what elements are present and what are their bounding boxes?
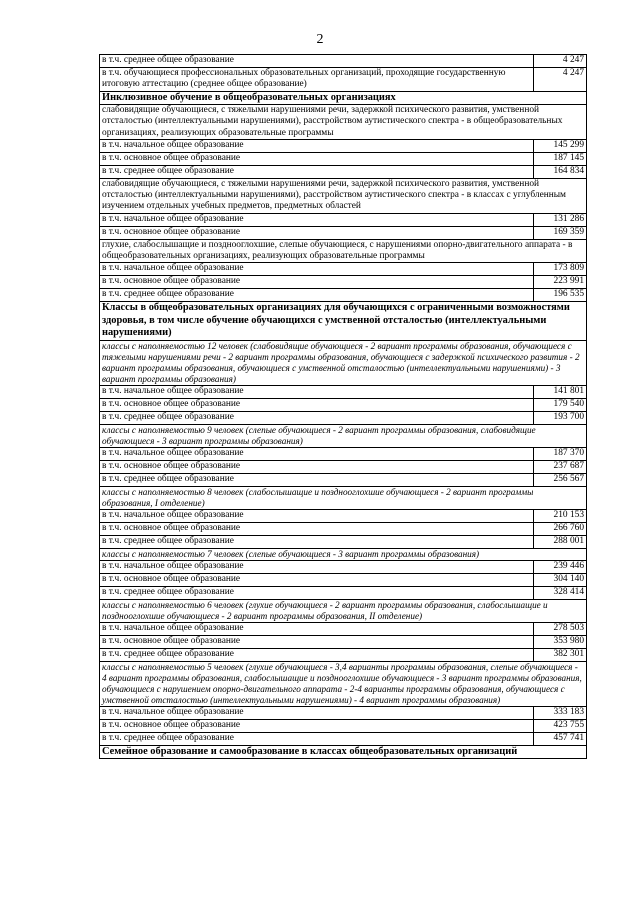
section-heading <box>100 745 587 758</box>
row-value: 288 001 <box>534 535 587 548</box>
group-title: классы с наполняемостью 6 человек (глухие обучающиеся - 2 вариант программы образования, слабослышащие и позднооглохшие обучающиеся - 2 вариант программы образования, II отделение) <box>100 599 587 622</box>
row-value: 141 801 <box>534 385 587 398</box>
row-label: в т.ч. основное общее образование <box>100 573 534 586</box>
row-value: 173 809 <box>534 263 587 276</box>
table-row <box>100 509 587 522</box>
section-title: Инклюзивное обучение в общеобразовательных организациях <box>100 91 587 104</box>
section-title: Семейное образование и самообразование в классах общеобразовательных организаций <box>100 745 587 758</box>
row-value: 196 535 <box>534 289 587 302</box>
row-value: 187 145 <box>534 152 587 165</box>
table-row <box>100 732 587 745</box>
row-value: 4 247 <box>534 68 587 92</box>
row-value: 237 687 <box>534 460 587 473</box>
class-group-heading <box>100 548 587 560</box>
row-value: 333 183 <box>534 706 587 719</box>
row-value: 423 755 <box>534 719 587 732</box>
table-row <box>100 68 587 92</box>
group-title: слабовидящие обучающиеся, с тяжелыми нарушениями речи, задержкой психического развития, умственной отсталостью (интеллектуальными нарушениями), расстройством аутистического спектра - в классах с углубленным изучением отдельных учебных предметов, предметных областей <box>100 178 587 213</box>
table-row <box>100 522 587 535</box>
row-value: 223 991 <box>534 276 587 289</box>
row-label: в т.ч. среднее общее образование <box>100 165 534 178</box>
row-value: 187 370 <box>534 447 587 460</box>
group-title: слабовидящие обучающиеся, с тяжелыми нарушениями речи, задержкой психического развития, умственной отсталостью (интеллектуальными нарушениями), расстройством аутистического спектра - в общеобразовательных организациях, реализующих образовательные программы <box>100 105 587 140</box>
class-group-heading <box>100 599 587 622</box>
table-row <box>100 398 587 411</box>
section-heading <box>100 91 587 104</box>
row-value: 210 153 <box>534 509 587 522</box>
row-value: 266 760 <box>534 522 587 535</box>
table-row <box>100 152 587 165</box>
section-heading <box>100 302 587 340</box>
row-label: в т.ч. основное общее образование <box>100 152 534 165</box>
class-group-heading <box>100 424 587 447</box>
row-value: 193 700 <box>534 411 587 424</box>
group-title: классы с наполняемостью 8 человек (слабослышащие и позднооглохшие обучающиеся - 2 вариант программы образования, I отделение) <box>100 486 587 509</box>
table-row <box>100 535 587 548</box>
table-row <box>100 573 587 586</box>
table-row <box>100 289 587 302</box>
group-heading <box>100 105 587 140</box>
row-value: 382 301 <box>534 648 587 661</box>
row-label: в т.ч. начальное общее образование <box>100 385 534 398</box>
section-title: Классы в общеобразовательных организациях для обучающихся с ограниченными возможностями здоровья, в том числе обучение обучающихся с умственной отсталостью (интеллектуальными нарушениями) <box>100 302 587 340</box>
table-row <box>100 276 587 289</box>
row-value: 328 414 <box>534 586 587 599</box>
table-row <box>100 460 587 473</box>
row-label: в т.ч. основное общее образование <box>100 398 534 411</box>
table-row <box>100 560 587 573</box>
cost-table <box>99 54 587 759</box>
row-value: 164 834 <box>534 165 587 178</box>
group-title: классы с наполняемостью 12 человек (слабовидящие обучающиеся - 2 вариант программы образования, обучающиеся с тяжелыми нарушениями речи - 2 вариант программы образования, обучающиеся с задержкой психического развития - 2 вариант программы образования, обучающиеся с умственной отсталостью (интеллектуальными нарушениями) - 3 вариант программы образования) <box>100 340 587 385</box>
class-group-heading <box>100 486 587 509</box>
row-label: в т.ч. основное общее образование <box>100 522 534 535</box>
row-label: в т.ч. среднее общее образование <box>100 473 534 486</box>
group-title: классы с наполняемостью 5 человек (глухие обучающиеся - 3,4 варианты программы образования, слепые обучающиеся - 4 вариант программы образования, слабослышащие и позднооглохшие обучающиеся - 3 вариант программы образования, обучающиеся с нарушением опорно-двигательного аппарата - 2-4 варианты программы образования, обучающиеся с умственной отсталостью (интеллектуальными нарушениями) - 4 вариант программы образования) <box>100 661 587 706</box>
group-title: классы с наполняемостью 7 человек (слепые обучающиеся - 3 вариант программы образования) <box>100 548 587 560</box>
group-heading <box>100 178 587 213</box>
row-value: 457 741 <box>534 732 587 745</box>
group-title: глухие, слабослышащие и позднооглохшие, слепые обучающиеся, с нарушениями опорно-двигательного аппарата - в общеобразовательных организациях, реализующих образовательные программы <box>100 239 587 263</box>
row-label: в т.ч. среднее общее образование <box>100 289 534 302</box>
class-group-heading <box>100 340 587 385</box>
row-label: в т.ч. основное общее образование <box>100 635 534 648</box>
row-value: 145 299 <box>534 139 587 152</box>
table-row <box>100 586 587 599</box>
table-row <box>100 226 587 239</box>
table-row <box>100 55 587 68</box>
row-label: в т.ч. начальное общее образование <box>100 139 534 152</box>
row-label: в т.ч. среднее общее образование <box>100 411 534 424</box>
row-label: в т.ч. среднее общее образование <box>100 55 534 68</box>
row-value: 131 286 <box>534 213 587 226</box>
row-value: 239 446 <box>534 560 587 573</box>
row-label: в т.ч. обучающиеся профессиональных образовательных организаций, проходящие государственную итоговую аттестацию (среднее общее образование) <box>100 68 534 92</box>
table-row <box>100 263 587 276</box>
row-value: 256 567 <box>534 473 587 486</box>
group-title: классы с наполняемостью 9 человек (слепые обучающиеся - 2 вариант программы образования, слабовидящие обучающиеся - 3 вариант программы образования) <box>100 424 587 447</box>
table-row <box>100 635 587 648</box>
row-label: в т.ч. основное общее образование <box>100 226 534 239</box>
row-value: 179 540 <box>534 398 587 411</box>
group-heading <box>100 239 587 263</box>
row-label: в т.ч. основное общее образование <box>100 276 534 289</box>
row-label: в т.ч. начальное общее образование <box>100 706 534 719</box>
table-row <box>100 706 587 719</box>
class-group-heading <box>100 661 587 706</box>
row-label: в т.ч. среднее общее образование <box>100 535 534 548</box>
table-row <box>100 213 587 226</box>
table-row <box>100 447 587 460</box>
row-value: 278 503 <box>534 622 587 635</box>
table-row <box>100 473 587 486</box>
table-row <box>100 622 587 635</box>
table-row <box>100 165 587 178</box>
row-label: в т.ч. среднее общее образование <box>100 586 534 599</box>
table-row <box>100 411 587 424</box>
row-value: 304 140 <box>534 573 587 586</box>
table-row <box>100 719 587 732</box>
table-row <box>100 648 587 661</box>
row-value: 4 247 <box>534 55 587 68</box>
row-label: в т.ч. среднее общее образование <box>100 732 534 745</box>
table-row <box>100 139 587 152</box>
row-label: в т.ч. начальное общее образование <box>100 560 534 573</box>
row-label: в т.ч. начальное общее образование <box>100 447 534 460</box>
row-label: в т.ч. начальное общее образование <box>100 213 534 226</box>
row-label: в т.ч. среднее общее образование <box>100 648 534 661</box>
row-label: в т.ч. основное общее образование <box>100 460 534 473</box>
row-label: в т.ч. начальное общее образование <box>100 509 534 522</box>
table-row <box>100 385 587 398</box>
row-value: 169 359 <box>534 226 587 239</box>
row-label: в т.ч. основное общее образование <box>100 719 534 732</box>
page-number: 2 <box>316 32 324 47</box>
row-label: в т.ч. начальное общее образование <box>100 263 534 276</box>
row-label: в т.ч. начальное общее образование <box>100 622 534 635</box>
row-value: 353 980 <box>534 635 587 648</box>
